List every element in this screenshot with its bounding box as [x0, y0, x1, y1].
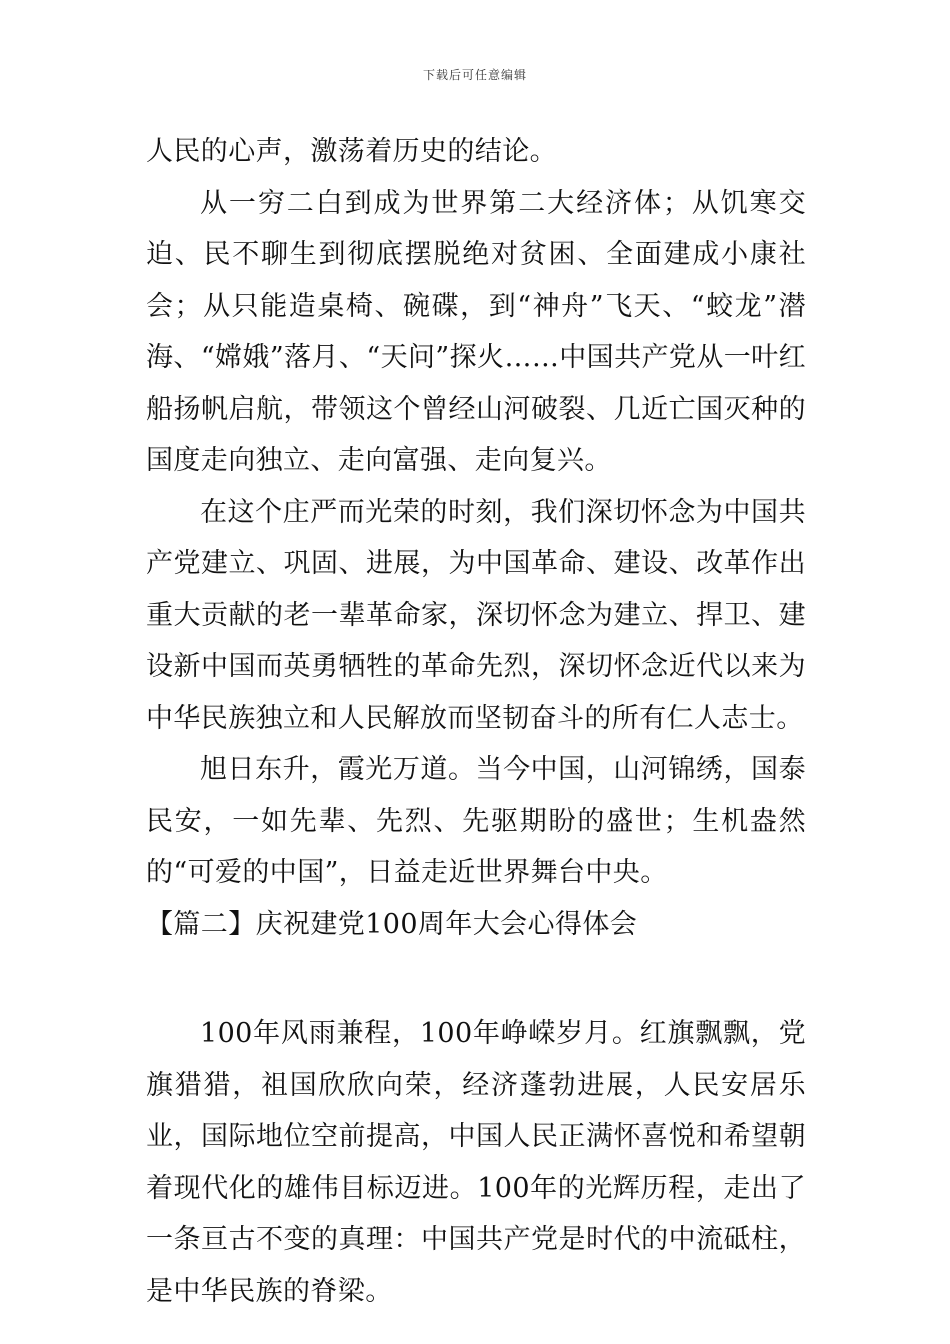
document-body: [146, 126, 806, 1317]
paragraph-centennial: 100年风雨兼程，100年峥嵘岁月。红旗飘飘，党旗猎猎，祖国欣欣向荣，经济蓬勃进展，人民安居乐业，国际地位空前提高，中国人民正满怀喜悦和希望朝着现代化的雄伟目标迈进。100年的光辉历程，走出了一条亘古不变的真理：中国共产党是时代的中流砥柱，是中华民族的脊梁。: [146, 1018, 806, 1307]
header-note: 下载后可任意编辑: [422, 68, 527, 82]
paragraph-continuation: 人民的心声，激荡着历史的结论。: [146, 136, 557, 167]
paragraph-remembrance: 在这个庄严而光荣的时刻，我们深切怀念为中国共产党建立、巩固、进展，为中国革命、建设、改革作出重大贡献的老一辈革命家，深切怀念为建立、捍卫、建设新中国而英勇牺牲的革命先烈，深切怀念近代以来为中华民族独立和人民解放而坚韧奋斗的所有仁人志士。: [146, 496, 806, 734]
section-title: 【篇二】庆祝建党100周年大会心得体会: [146, 908, 638, 940]
paragraph-achievements: 从一穷二白到成为世界第二大经济体；从饥寒交迫、民不聊生到彻底摆脱绝对贫困、全面建成小康社会；从只能造桌椅、碗碟，到“神舟”飞天、“蛟龙”潜海、“嫦娥”落月、“天问”探火……中国共产党从一叶红船扬帆启航，带领这个曾经山河破裂、几近亡国灭种的国度走向独立、走向富强、走向复兴。: [146, 187, 806, 476]
paragraph-prosperity: 旭日东升，霞光万道。当今中国，山河锦绣，国泰民安，一如先辈、先烈、先驱期盼的盛世；生机盎然的“可爱的中国”，日益走近世界舞台中央。: [146, 754, 806, 888]
section-spacer: [146, 950, 806, 1008]
